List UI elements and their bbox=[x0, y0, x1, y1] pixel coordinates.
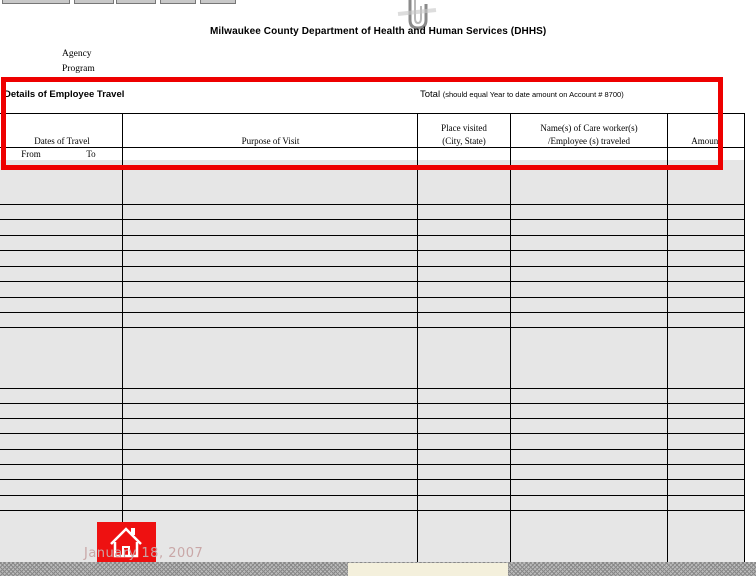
col-line-right bbox=[744, 113, 745, 562]
names-header-line1: Name(s) of Care worker(s) bbox=[540, 123, 638, 133]
document-title: Milwaukee County Department of Health and Human Services (DHHS) bbox=[210, 26, 547, 37]
table-row bbox=[0, 418, 744, 419]
table-row bbox=[0, 510, 744, 511]
dates-header: Dates of Travel bbox=[34, 136, 90, 146]
table-row bbox=[0, 479, 744, 480]
tab-5[interactable] bbox=[200, 0, 236, 4]
table-row bbox=[0, 219, 744, 220]
highlight-box bbox=[1, 77, 723, 170]
table-body bbox=[0, 160, 744, 562]
table-row bbox=[0, 449, 744, 450]
place-header-line1: Place visited bbox=[441, 123, 487, 133]
purpose-header: Purpose of Visit bbox=[241, 136, 300, 146]
table-row bbox=[0, 281, 744, 282]
table-row bbox=[0, 403, 744, 404]
total-text: Total bbox=[420, 89, 441, 100]
table-row bbox=[0, 495, 744, 496]
table-row bbox=[0, 464, 744, 465]
total-note: (should equal Year to date amount on Account # 8700) bbox=[442, 90, 624, 99]
table-row bbox=[0, 312, 744, 313]
tab-1[interactable] bbox=[2, 0, 70, 4]
tab-2[interactable] bbox=[74, 0, 114, 4]
table-row bbox=[0, 250, 744, 251]
from-header: From bbox=[21, 149, 41, 159]
amount-header: Amount bbox=[691, 136, 721, 146]
table-row bbox=[0, 204, 744, 205]
table-row bbox=[0, 388, 744, 389]
program-label: Program bbox=[62, 64, 95, 74]
to-header: To bbox=[86, 149, 96, 159]
tab-3[interactable] bbox=[116, 0, 156, 4]
table-row bbox=[0, 235, 744, 236]
top-tab-strip bbox=[0, 0, 756, 4]
footer-date: January 18, 2007 bbox=[84, 546, 204, 561]
place-header-line2: (City, State) bbox=[442, 136, 486, 146]
table-row bbox=[0, 327, 744, 328]
table-row bbox=[0, 433, 744, 434]
agency-label: Agency bbox=[62, 49, 92, 59]
bottom-status-area bbox=[348, 563, 508, 576]
names-header-line2: /Employee (s) traveled bbox=[548, 136, 630, 146]
table-row bbox=[0, 266, 744, 267]
tab-4[interactable] bbox=[160, 0, 196, 4]
section-heading: Details of Employee Travel bbox=[4, 89, 125, 100]
table-row bbox=[0, 297, 744, 298]
